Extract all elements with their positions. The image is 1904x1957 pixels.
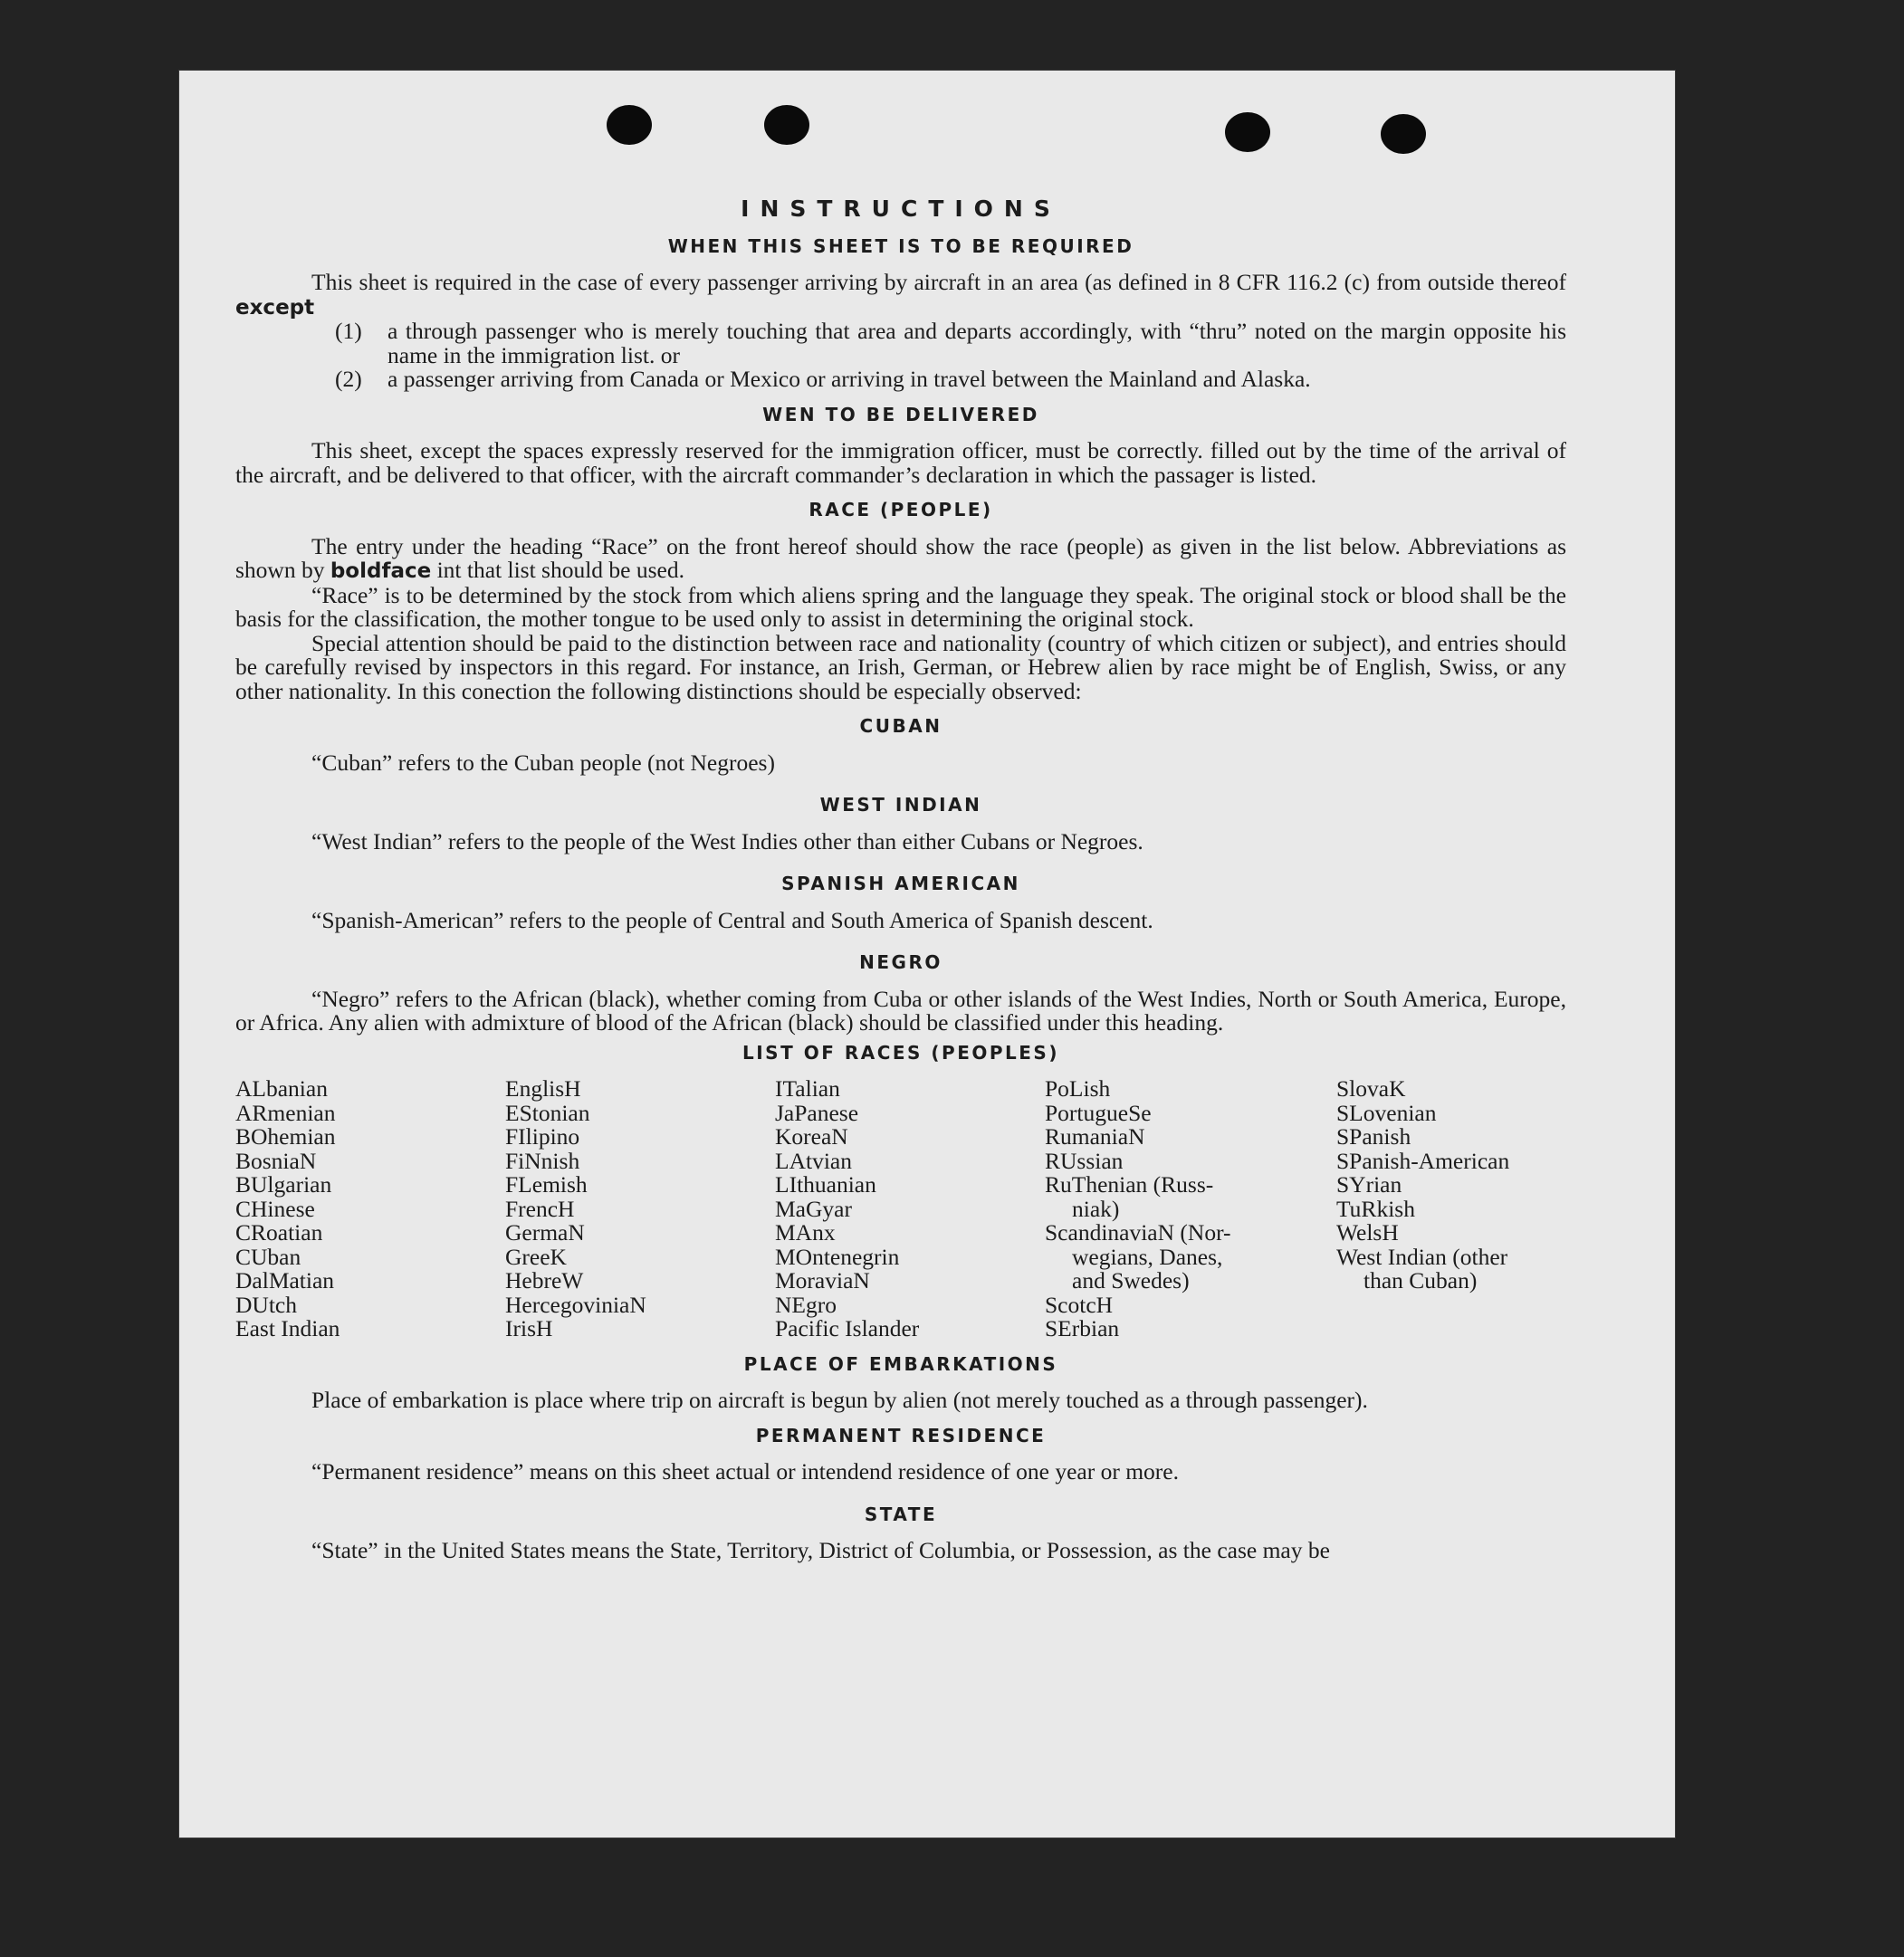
race-item: LAtvian	[775, 1147, 852, 1174]
bold-text: boldface	[330, 559, 432, 583]
race-item: SPanish-American	[1336, 1147, 1510, 1174]
race-item: FIlipino	[505, 1123, 580, 1150]
race-item: ARmenian	[235, 1099, 336, 1126]
item-text: a through passenger who is merely touching that area and departs accordingly, with “thru” noted on the margin opposite his name in the immigration list. or	[387, 318, 1566, 368]
heading-race: RACE (PEOPLE)	[808, 499, 993, 520]
race-item: RumaniaN	[1045, 1123, 1145, 1150]
paragraph: Place of embarkation is place where trip on aircraft is begun by alien (not merely touched as a through passenger).	[311, 1387, 1368, 1413]
race-item: and Swedes)	[1072, 1267, 1190, 1294]
punch-hole	[1381, 114, 1426, 154]
race-item: PoLish	[1045, 1075, 1111, 1102]
punch-hole	[1225, 112, 1270, 152]
paragraph: “Spanish-American” refers to the people of Central and South America of Spanish descent.	[311, 906, 1153, 933]
race-item: niak)	[1072, 1195, 1120, 1222]
race-item: CHinese	[235, 1195, 315, 1222]
race-item: JaPanese	[775, 1099, 859, 1126]
race-item: GermaN	[505, 1219, 585, 1246]
item-text: a passenger arriving from Canada or Mexico or arriving in travel between the Mainland and Alaska.	[387, 366, 1311, 392]
heading-negro: NEGRO	[859, 951, 942, 973]
race-item: FrencH	[505, 1195, 575, 1222]
paragraph: “Cuban” refers to the Cuban people (not Negroes)	[311, 749, 775, 776]
race-item: GreeK	[505, 1243, 567, 1270]
race-item: SYrian	[1336, 1171, 1402, 1198]
races-column-4	[1045, 1077, 1336, 1341]
text: The entry under the heading “Race” on the front hereof should show the race (people) as given in the list below. Abbreviations as shown by	[235, 532, 1566, 583]
race-item: East Indian	[235, 1315, 340, 1341]
punch-hole	[764, 105, 809, 145]
race-item: HercegoviniaN	[505, 1291, 646, 1318]
heading-permanent-residence: PERMANENT RESIDENCE	[755, 1424, 1047, 1446]
heading-place-of-embarkation: PLACE OF EMBARKATIONS	[743, 1352, 1058, 1375]
text: This sheet is required in the case of every passenger arriving by aircraft in an area (as defined in 8 CFR 116.2 (c) from outside thereof	[311, 269, 1566, 295]
race-item: SLovenian	[1336, 1099, 1437, 1126]
race-item: wegians, Danes,	[1072, 1243, 1223, 1270]
race-item: CRoatian	[235, 1219, 323, 1246]
race-item: MoraviaN	[775, 1267, 870, 1294]
paragraph: This sheet, except the spaces expressly reserved for the immigration officer, must be correctly. filled out by the time of the arrival of the aircraft, and be delivered to that officer, with the aircraft commander’s declaration in which the passager is listed.	[235, 437, 1566, 488]
races-list	[235, 1077, 1566, 1341]
list-item	[335, 368, 1566, 392]
race-item: WelsH	[1336, 1219, 1399, 1246]
race-item: CUban	[235, 1243, 301, 1270]
paragraph: “West Indian” refers to the people of the West Indies other than either Cubans or Negroes.	[311, 827, 1143, 854]
race-item: TuRkish	[1336, 1195, 1415, 1222]
heading-when-delivered: WEN TO BE DELIVERED	[762, 403, 1039, 425]
paragraph: Special attention should be paid to the distinction between race and nationality (country of which citizen or subject), and entries should be carefully revised by inspectors in this regard. For instance, an Irish, German, or Hebrew alien by race might be of English, Swiss, or any other nationality. In this conection the following distinctions should be especially observed:	[235, 629, 1566, 704]
paragraph: “State” in the United States means the State, Territory, District of Columbia, or Possession, as the case may be	[311, 1537, 1330, 1563]
paragraph: “Permanent residence” means on this sheet actual or intendend residence of one year or more.	[311, 1458, 1179, 1484]
race-item: MOntenegrin	[775, 1243, 900, 1270]
paragraph	[235, 532, 1566, 584]
race-item: SErbian	[1045, 1315, 1120, 1341]
race-item: DUtch	[235, 1291, 297, 1318]
heading-west-indian: WEST INDIAN	[819, 794, 982, 816]
races-column-1	[235, 1077, 505, 1341]
list-item	[335, 320, 1566, 368]
race-item: West Indian (other	[1336, 1243, 1508, 1270]
race-item: KoreaN	[775, 1123, 848, 1150]
heading-cuban: CUBAN	[859, 715, 942, 737]
race-item: IrisH	[505, 1315, 553, 1341]
item-number: (1)	[335, 318, 362, 344]
document-page	[179, 71, 1675, 1838]
race-item: SlovaK	[1336, 1075, 1406, 1102]
race-item: EStonian	[505, 1099, 590, 1126]
race-item: ScandinaviaN (Nor-	[1045, 1219, 1231, 1246]
race-item: MaGyar	[775, 1195, 852, 1222]
heading-state: STATE	[864, 1503, 938, 1525]
bold-text: except	[235, 295, 315, 320]
race-item: BOhemian	[235, 1123, 336, 1150]
race-item: ITalian	[775, 1075, 840, 1102]
paragraph	[235, 271, 1566, 320]
race-item: HebreW	[505, 1267, 584, 1294]
race-item: than Cuban)	[1363, 1267, 1478, 1294]
document-content	[235, 197, 1566, 1563]
race-item: Pacific Islander	[775, 1315, 920, 1341]
heading-when-required: WHEN THIS SHEET IS TO BE REQUIRED	[667, 234, 1134, 257]
race-item: PortugueSe	[1045, 1099, 1152, 1126]
paragraph: “Negro” refers to the African (black), whether coming from Cuba or other islands of the West Indies, North or South America, Europe, or Africa. Any alien with admixture of blood of the African (black) should be classified under this heading.	[235, 985, 1566, 1036]
race-item: LIthuanian	[775, 1171, 876, 1198]
paragraph: “Race” is to be determined by the stock from which aliens spring and the language they speak. The original stock or blood shall be the basis for the classification, the mother tongue to be used only to assist in determining the original stock.	[235, 581, 1566, 632]
races-column-3	[775, 1077, 1045, 1341]
race-item: FLemish	[505, 1171, 588, 1198]
race-item: SPanish	[1336, 1123, 1411, 1150]
punch-hole	[607, 105, 652, 145]
races-column-2	[505, 1077, 775, 1341]
race-item: DalMatian	[235, 1267, 335, 1294]
race-item: BosniaN	[235, 1147, 317, 1174]
race-item: ALbanian	[235, 1075, 328, 1102]
race-item: FiNnish	[505, 1147, 580, 1174]
races-column-5	[1336, 1077, 1566, 1341]
race-item: BUlgarian	[235, 1171, 332, 1198]
race-item: RUssian	[1045, 1147, 1124, 1174]
race-item: NEgro	[775, 1291, 837, 1318]
race-item: MAnx	[775, 1219, 836, 1246]
item-number: (2)	[335, 366, 362, 392]
heading-list-of-races: LIST OF RACES (PEOPLES)	[742, 1041, 1059, 1064]
heading-spanish-american: SPANISH AMERICAN	[781, 873, 1020, 894]
race-item: RuThenian (Russ-	[1045, 1171, 1214, 1198]
race-item: ScotcH	[1045, 1291, 1114, 1318]
page-title: INSTRUCTIONS	[741, 196, 1061, 222]
text: int that list should be used.	[436, 557, 684, 583]
race-item: EnglisH	[505, 1075, 581, 1102]
